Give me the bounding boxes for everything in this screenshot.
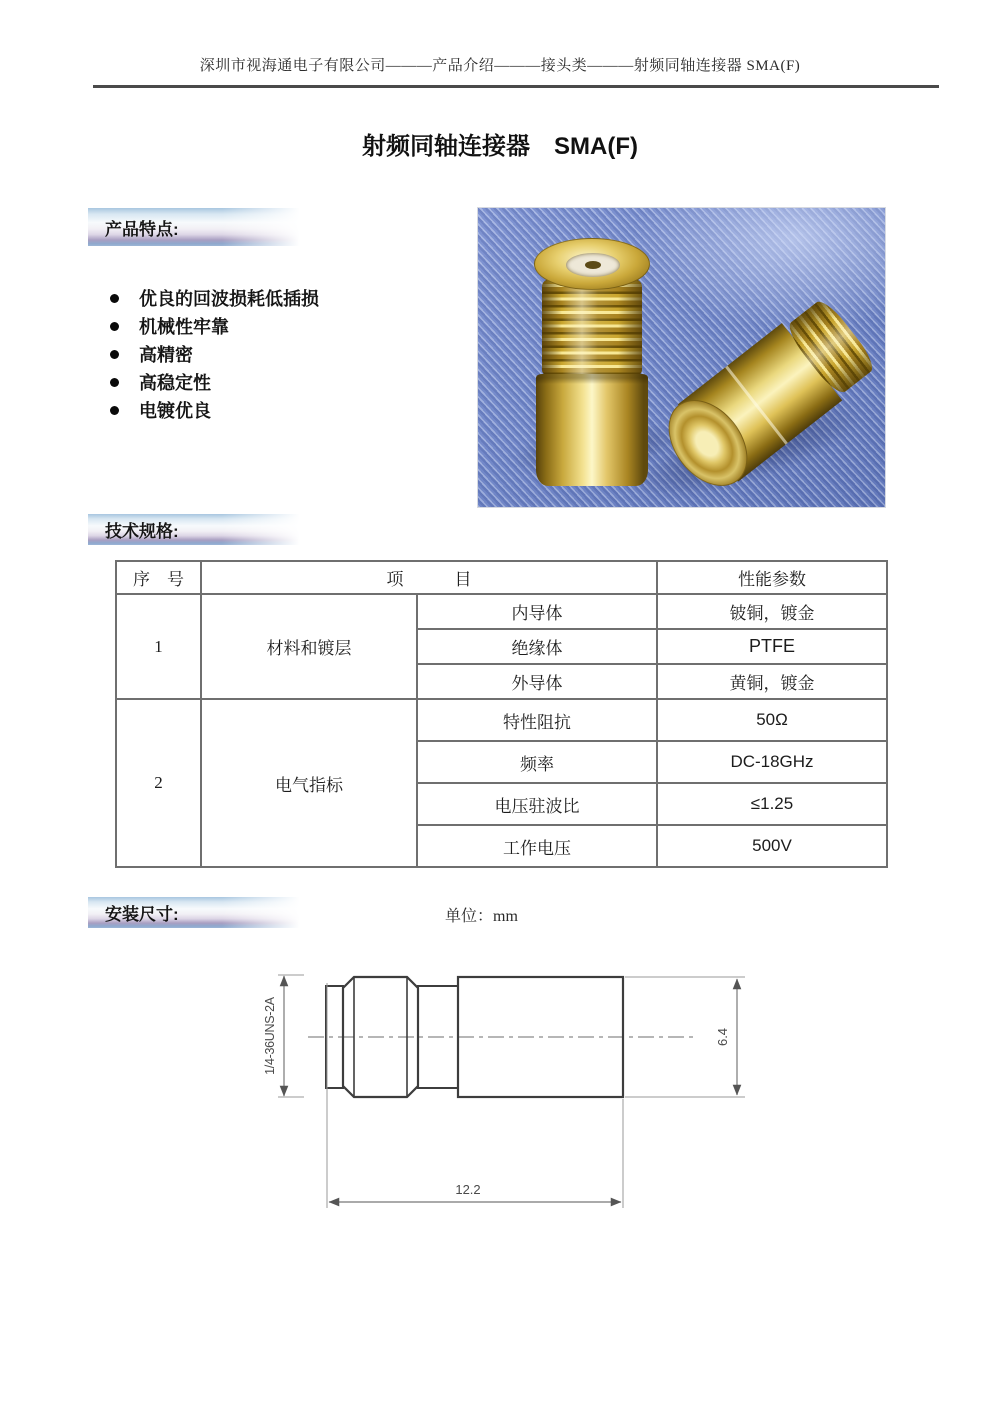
list-item	[110, 312, 319, 340]
diameter-label: 6.4	[715, 1027, 730, 1047]
features-list	[110, 284, 319, 424]
connector-face	[534, 238, 650, 290]
table-header-row	[116, 561, 887, 594]
bullet-icon	[110, 294, 119, 303]
table-row	[116, 594, 887, 629]
col-header-param: 性能参数	[657, 561, 887, 594]
bullet-icon	[110, 378, 119, 387]
bullet-icon	[110, 350, 119, 359]
section-banner-features	[88, 208, 304, 246]
cell-group-no: 1	[116, 594, 201, 699]
col-header-no: 序 号	[116, 561, 201, 594]
cell-item: 内导体	[417, 594, 657, 629]
unit-label: 单位：mm	[445, 908, 518, 925]
cell-item: 频率	[417, 741, 657, 783]
connector-lying-inner	[652, 292, 883, 502]
cell-value: 50Ω	[657, 699, 887, 741]
feature-text: 优良的回波损耗低插损	[139, 289, 319, 309]
section-banner-dimensions	[88, 897, 304, 928]
section-banner-specs	[88, 514, 304, 545]
spec-table	[115, 560, 888, 868]
list-item	[110, 396, 319, 424]
product-photo	[477, 207, 886, 508]
cell-value: 黄铜，镀金	[657, 664, 887, 699]
list-item	[110, 340, 319, 368]
thread-spec-label: 1/4-36UNS-2A	[263, 997, 277, 1075]
cell-value: 500V	[657, 825, 887, 867]
cell-item: 工作电压	[417, 825, 657, 867]
list-item	[110, 368, 319, 396]
bullet-icon	[110, 406, 119, 415]
dimensions-heading: 安装尺寸:	[105, 905, 179, 924]
cell-value: ≤1.25	[657, 783, 887, 825]
connector-center-socket	[585, 261, 601, 269]
cell-value: DC-18GHz	[657, 741, 887, 783]
feature-text: 机械性牢靠	[139, 317, 229, 337]
table-row	[116, 699, 887, 741]
cell-item: 外导体	[417, 664, 657, 699]
dimension-drawing	[230, 945, 770, 1235]
list-item	[110, 284, 319, 312]
document-header-line: 深圳市视海通电子有限公司———产品介绍———接头类———射频同轴连接器 SMA(F)	[199, 58, 801, 74]
cell-group-no: 2	[116, 699, 201, 867]
page-title: 射频同轴连接器 SMA(F)	[362, 133, 638, 160]
connector-lying	[628, 318, 886, 508]
cell-group-name: 材料和镀层	[201, 594, 417, 699]
feature-text: 电镀优良	[139, 401, 211, 421]
cell-item: 特性阻抗	[417, 699, 657, 741]
col-header-item: 项 目	[201, 561, 657, 594]
cell-value: 铍铜，镀金	[657, 594, 887, 629]
cell-item: 绝缘体	[417, 629, 657, 664]
cell-item: 电压驻波比	[417, 783, 657, 825]
length-label: 12.2	[455, 1182, 481, 1197]
header-rule	[93, 85, 939, 88]
feature-text: 高精密	[139, 345, 193, 365]
cell-value: PTFE	[657, 629, 887, 664]
specs-heading: 技术规格:	[105, 522, 179, 541]
connector-thread-section	[542, 278, 642, 378]
cell-group-name: 电气指标	[201, 699, 417, 867]
features-heading: 产品特点:	[105, 219, 179, 239]
feature-text: 高稳定性	[139, 373, 211, 393]
bullet-icon	[110, 322, 119, 331]
